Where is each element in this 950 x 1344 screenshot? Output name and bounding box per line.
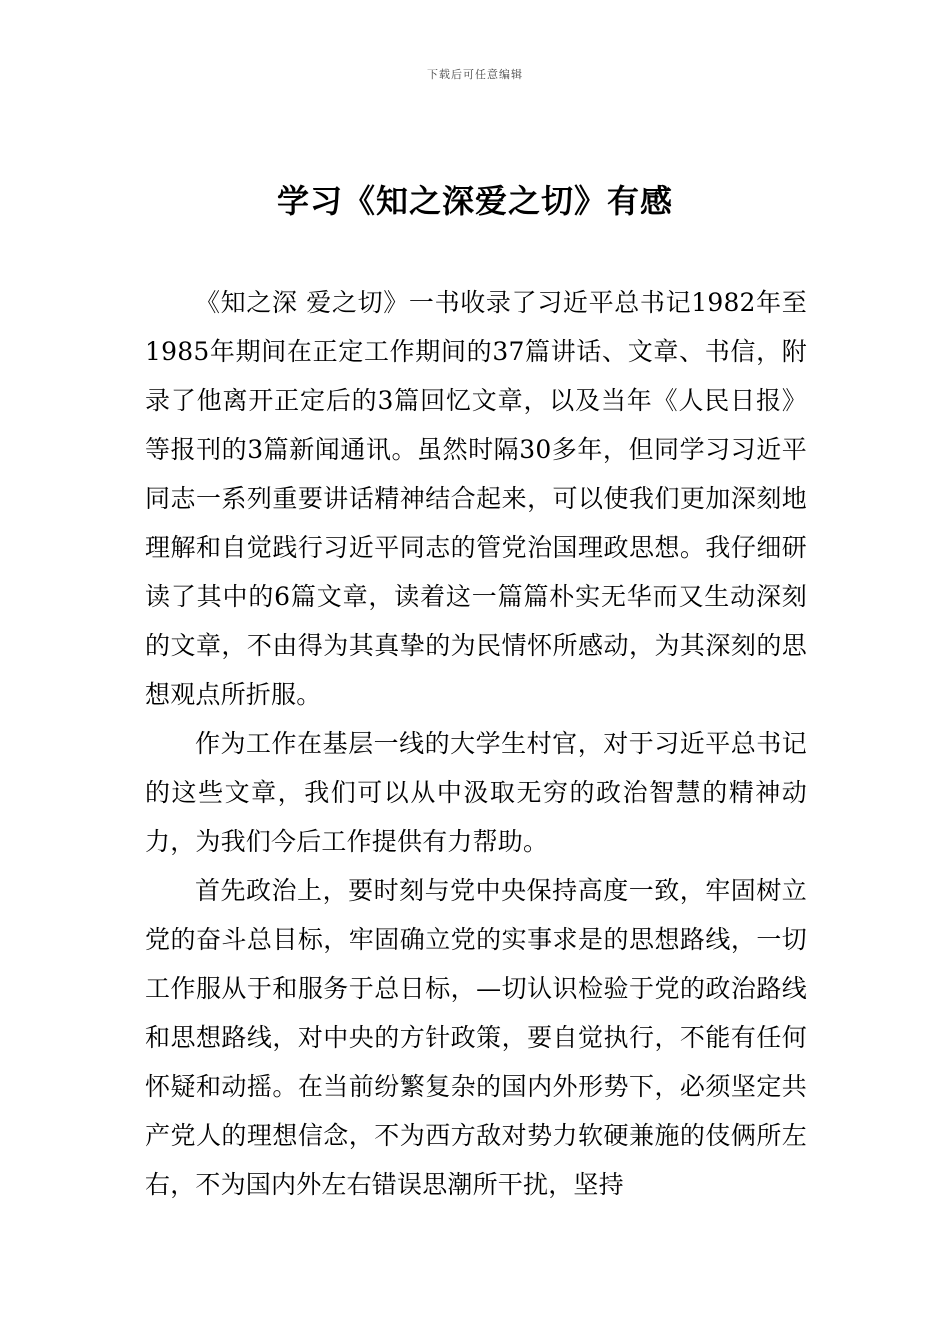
paragraph-political: 首先政治上，要时刻与党中央保持高度一致，牢固树立党的奋斗总目标，牢固确立党的实事求是的思想路线，一切工作服从于和服务于总日标，—切认识检验于党的政治路线和思想路线，对中央的方针政策，要自觉执行，不能有任何怀疑和动摇。在当前纷繁复杂的国内外形势下，必须坚定共产党人的理想信念，不为西方敌对势力软硬兼施的伎俩所左右，不为国内外左右错误思潮所干扰，坚持	[145, 876, 807, 1199]
document-body	[145, 278, 807, 1209]
document-title: 学习《知之深爱之切》有感	[276, 182, 673, 220]
paragraph-village-official: 作为工作在基层一线的大学生村官，对于习近平总书记的这些文章，我们可以从中汲取无穷的政治智慧的精神动力，为我们今后工作提供有力帮助。	[145, 729, 807, 856]
paragraph-intro: 《知之深 爱之切》一书收录了习近平总书记1982年至1985年期间在正定工作期间的37篇讲话、文章、书信，附录了他离开正定后的3篇回忆文章，以及当年《人民日报》等报刊的3篇新闻通讯。虽然时隔30多年，但同学习习近平同志一系列重要讲话精神结合起来，可以使我们更加深刻地理解和自觉践行习近平同志的管党治国理政思想。我仔细研读了其中的6篇文章，读着这一篇篇朴实无华而又生动深刻的文章，不由得为其真挚的为民情怀所感动，为其深刻的思想观点所折服。	[145, 288, 807, 709]
header-note: 下载后可任意编辑	[427, 68, 523, 81]
